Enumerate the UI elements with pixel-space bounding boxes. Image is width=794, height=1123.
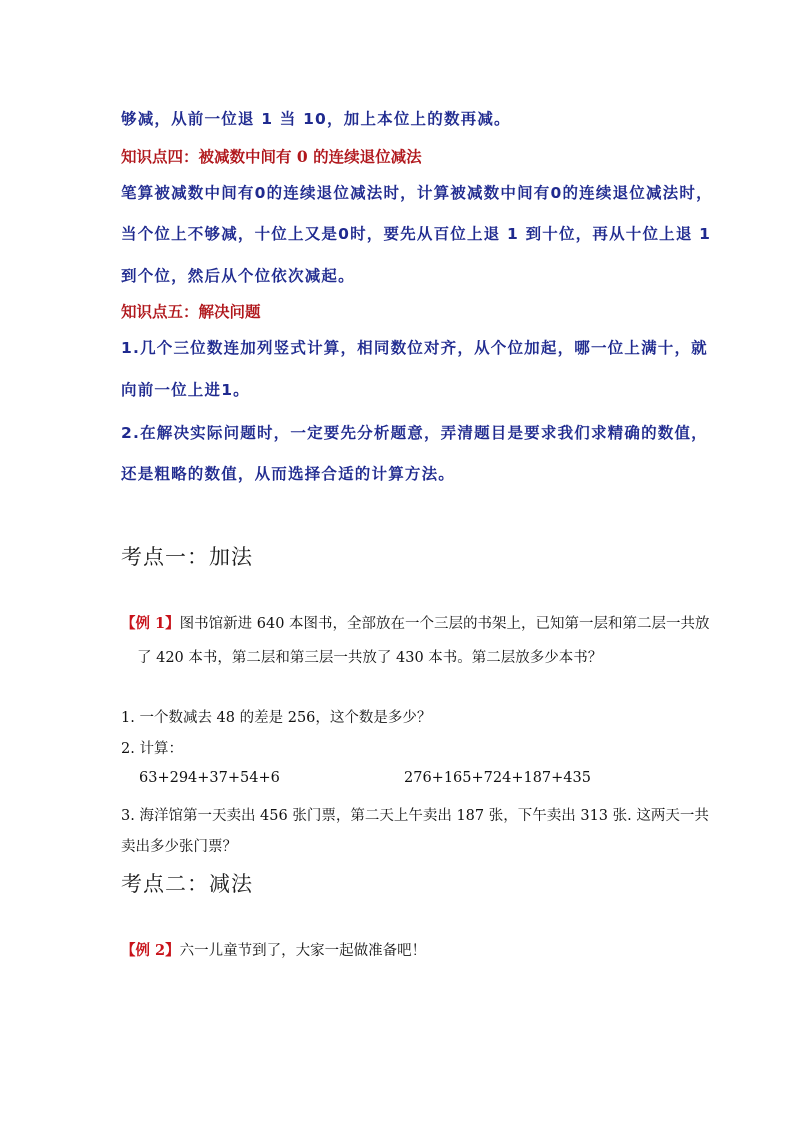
continuation-text: 够减，从前一位退 1 当 10，加上本位上的数再减。 (121, 110, 511, 128)
question-2-expression-a: 63+294+37+54+6 (139, 770, 280, 786)
question-2-expression-b: 276+165+724+187+435 (404, 770, 591, 786)
knowledge-point-4-text: 当个位上不够减，十位上又是0时，要先从百位上退 1 到十位，再从十位上退 1 (121, 225, 712, 243)
example-2-line (121, 939, 426, 960)
knowledge-point-5-heading: 知识点五：解决问题 (121, 302, 261, 321)
example-1-line (121, 612, 710, 633)
knowledge-point-4-heading: 知识点四：被减数中间有 0 的连续退位减法 (121, 147, 422, 166)
knowledge-point-5-text: 1.几个三位数连加列竖式计算，相同数位对齐，从个位加起，哪一位上满十，就 (121, 339, 708, 357)
section-2-title: 考点二：减法 (121, 872, 253, 896)
knowledge-point-5-text: 还是粗略的数值，从而选择合适的计算方法。 (121, 465, 456, 483)
example-1-text: 图书馆新进 640 本图书，全部放在一个三层的书架上，已知第一层和第二层一共放 (179, 616, 710, 632)
question-3: 卖出多少张门票？ (121, 839, 237, 855)
example-2-text: 六一儿童节到了，大家一起做准备吧！ (179, 943, 427, 959)
question-2: 2. 计算： (121, 741, 183, 757)
question-1: 1. 一个数减去 48 的差是 256，这个数是多少？ (121, 710, 432, 726)
example-1-line: 了 420 本书，第二层和第三层一共放了 430 本书。第二层放多少本书？ (137, 650, 603, 666)
knowledge-point-5-text: 2.在解决实际问题时，一定要先分析题意，弄清题目是要求我们求精确的数值， (121, 424, 708, 442)
section-1-title: 考点一：加法 (121, 545, 253, 569)
example-2-label: 【例 2】 (121, 942, 180, 959)
knowledge-point-4-text: 到个位，然后从个位依次减起。 (121, 267, 355, 285)
knowledge-point-4-text: 笔算被减数中间有0的连续退位减法时，计算被减数中间有0的连续退位减法时， (121, 184, 713, 202)
question-3: 3. 海洋馆第一天卖出 456 张门票，第二天上午卖出 187 张，下午卖出 313 张. 这两天一共 (121, 808, 709, 824)
example-1-label: 【例 1】 (121, 615, 180, 632)
knowledge-point-5-text: 向前一位上进1。 (121, 381, 250, 399)
